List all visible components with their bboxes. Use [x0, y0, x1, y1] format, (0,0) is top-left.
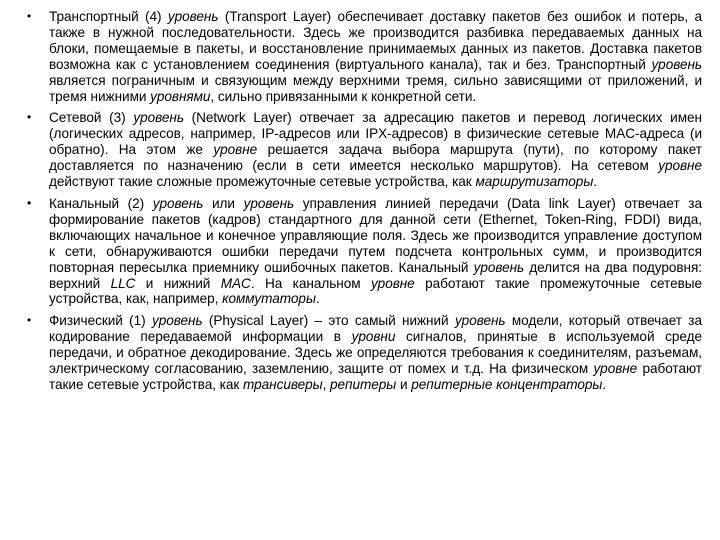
paragraph-transport-layer	[49, 9, 702, 104]
text-segment: , сильно привязанными к конкретной сети.	[210, 88, 477, 104]
text-segment: .	[593, 174, 598, 190]
text-segment: .	[315, 291, 320, 307]
text-segment-italic: уровень	[151, 313, 203, 329]
text-segment: (Physical Layer) – это самый нижний	[202, 313, 455, 329]
bullet-marker: •	[27, 195, 32, 210]
text-segment-italic: уровне	[213, 142, 258, 158]
text-segment-italic: уровне	[658, 158, 702, 174]
paragraph-network-layer	[49, 110, 702, 189]
text-segment-italic: уровень	[133, 110, 184, 126]
text-segment-italic: уровень	[651, 56, 702, 72]
bullet-marker: •	[27, 313, 32, 328]
bullet-marker: •	[27, 9, 32, 23]
bullet-item-transport-layer	[28, 9, 702, 104]
text-segment: решается задача выбора маршрута (пути), по которому пакет доставляется по назначению (если в сети имеется несколько маршрутов). На сетевом	[49, 142, 702, 174]
text-segment-italic: маршрутизаторы	[475, 174, 594, 190]
text-segment-italic: уровень	[473, 259, 525, 275]
paragraph-physical-layer	[49, 313, 702, 392]
text-segment-italic: LLC	[110, 275, 136, 291]
text-segment: ,	[322, 376, 331, 392]
paragraph-data-link-layer	[49, 196, 702, 306]
text-segment-italic: уровень	[167, 9, 219, 24]
text-segment: является пограничным и связующим между верхними тремя, сильно зависящими от приложений, и тремя нижними	[49, 72, 702, 104]
text-segment: модели, который отвечает за кодирование передаваемой информации в	[49, 313, 702, 345]
text-segment: и нижний	[135, 275, 221, 291]
bullet-item-network-layer	[28, 110, 702, 190]
text-segment: Канальный (2)	[49, 195, 153, 211]
text-segment: Физический (1)	[49, 313, 152, 329]
osi-layers-bullet-list	[28, 9, 702, 399]
text-segment: (Network Layer) отвечает за адресацию пакетов и перевод логических имен (логических адресов, например, IP-адресов или IPX-адресов) в физические сетевые MAC-адреса (и обратно). На этом же	[49, 110, 702, 158]
text-segment: или	[203, 195, 244, 211]
text-segment: сигналов, принятые в используемой среде передачи, и обратное декодирование. Здесь же определяются требования к соединителям, разъемам, электрическому согласованию, заземлению, защите от помех и т.д. На физическом	[49, 329, 702, 377]
bullet-item-data-link-layer	[28, 196, 702, 307]
text-segment-italic: репитерные концентраторы	[411, 376, 603, 392]
text-segment-italic: уровнями	[150, 88, 211, 104]
text-segment-italic: трансиверы	[243, 376, 323, 392]
text-segment: Сетевой (3)	[49, 110, 134, 126]
text-segment: и	[396, 376, 412, 392]
text-segment: (Transport Layer) обеспечивает доставку пакетов без ошибок и потерь, а также в нужной последовательности. Здесь же производится разбивка передаваемых данных на блоки, помещаемые в пакеты, и восстановление принимаемых данных из пакетов. Доставка пакетов возможна как с установлением соединения (виртуального канала), так и без. Транспортный	[49, 9, 702, 72]
text-segment-italic: уровне	[370, 275, 415, 291]
text-segment-italic: уровни	[351, 329, 396, 345]
bullet-marker: •	[27, 110, 32, 125]
text-segment: работают такие сетевые устройства, как	[49, 361, 702, 392]
text-segment: Транспортный (4)	[49, 9, 168, 24]
text-segment: действуют такие сложные промежуточные сетевые устройства, как	[49, 174, 476, 190]
text-segment-italic: коммутаторы	[222, 291, 316, 307]
text-segment-italic: репитеры	[330, 376, 397, 392]
text-segment-italic: уровень	[243, 195, 295, 211]
text-segment: .	[602, 376, 607, 392]
text-segment-italic: уровень	[152, 195, 204, 211]
text-segment-italic: уровне	[593, 361, 638, 377]
text-segment-italic: уровень	[454, 313, 506, 329]
text-segment: делится на два подуровня: верхний	[49, 259, 703, 291]
text-segment: . На канальном	[250, 275, 371, 291]
text-segment-italic: MAC	[220, 275, 251, 291]
bullet-item-physical-layer	[28, 313, 702, 393]
text-segment: работают такие промежуточные сетевые устройства, как, например,	[49, 275, 702, 307]
text-segment: управления линией передачи (Data link Layer) отвечает за формирование пакетов (кадров) стандартного для данной сети (Ethernet, Token-Ring, FDDI) вида, включающих начальное и конечное управляющие поля. Здесь же производится управление доступом к сети, обнаруживаются ошибки передачи путем подсчета контрольных сумм, и производится повторная пересылка приемнику ошибочных пакетов. Канальный	[49, 195, 702, 275]
